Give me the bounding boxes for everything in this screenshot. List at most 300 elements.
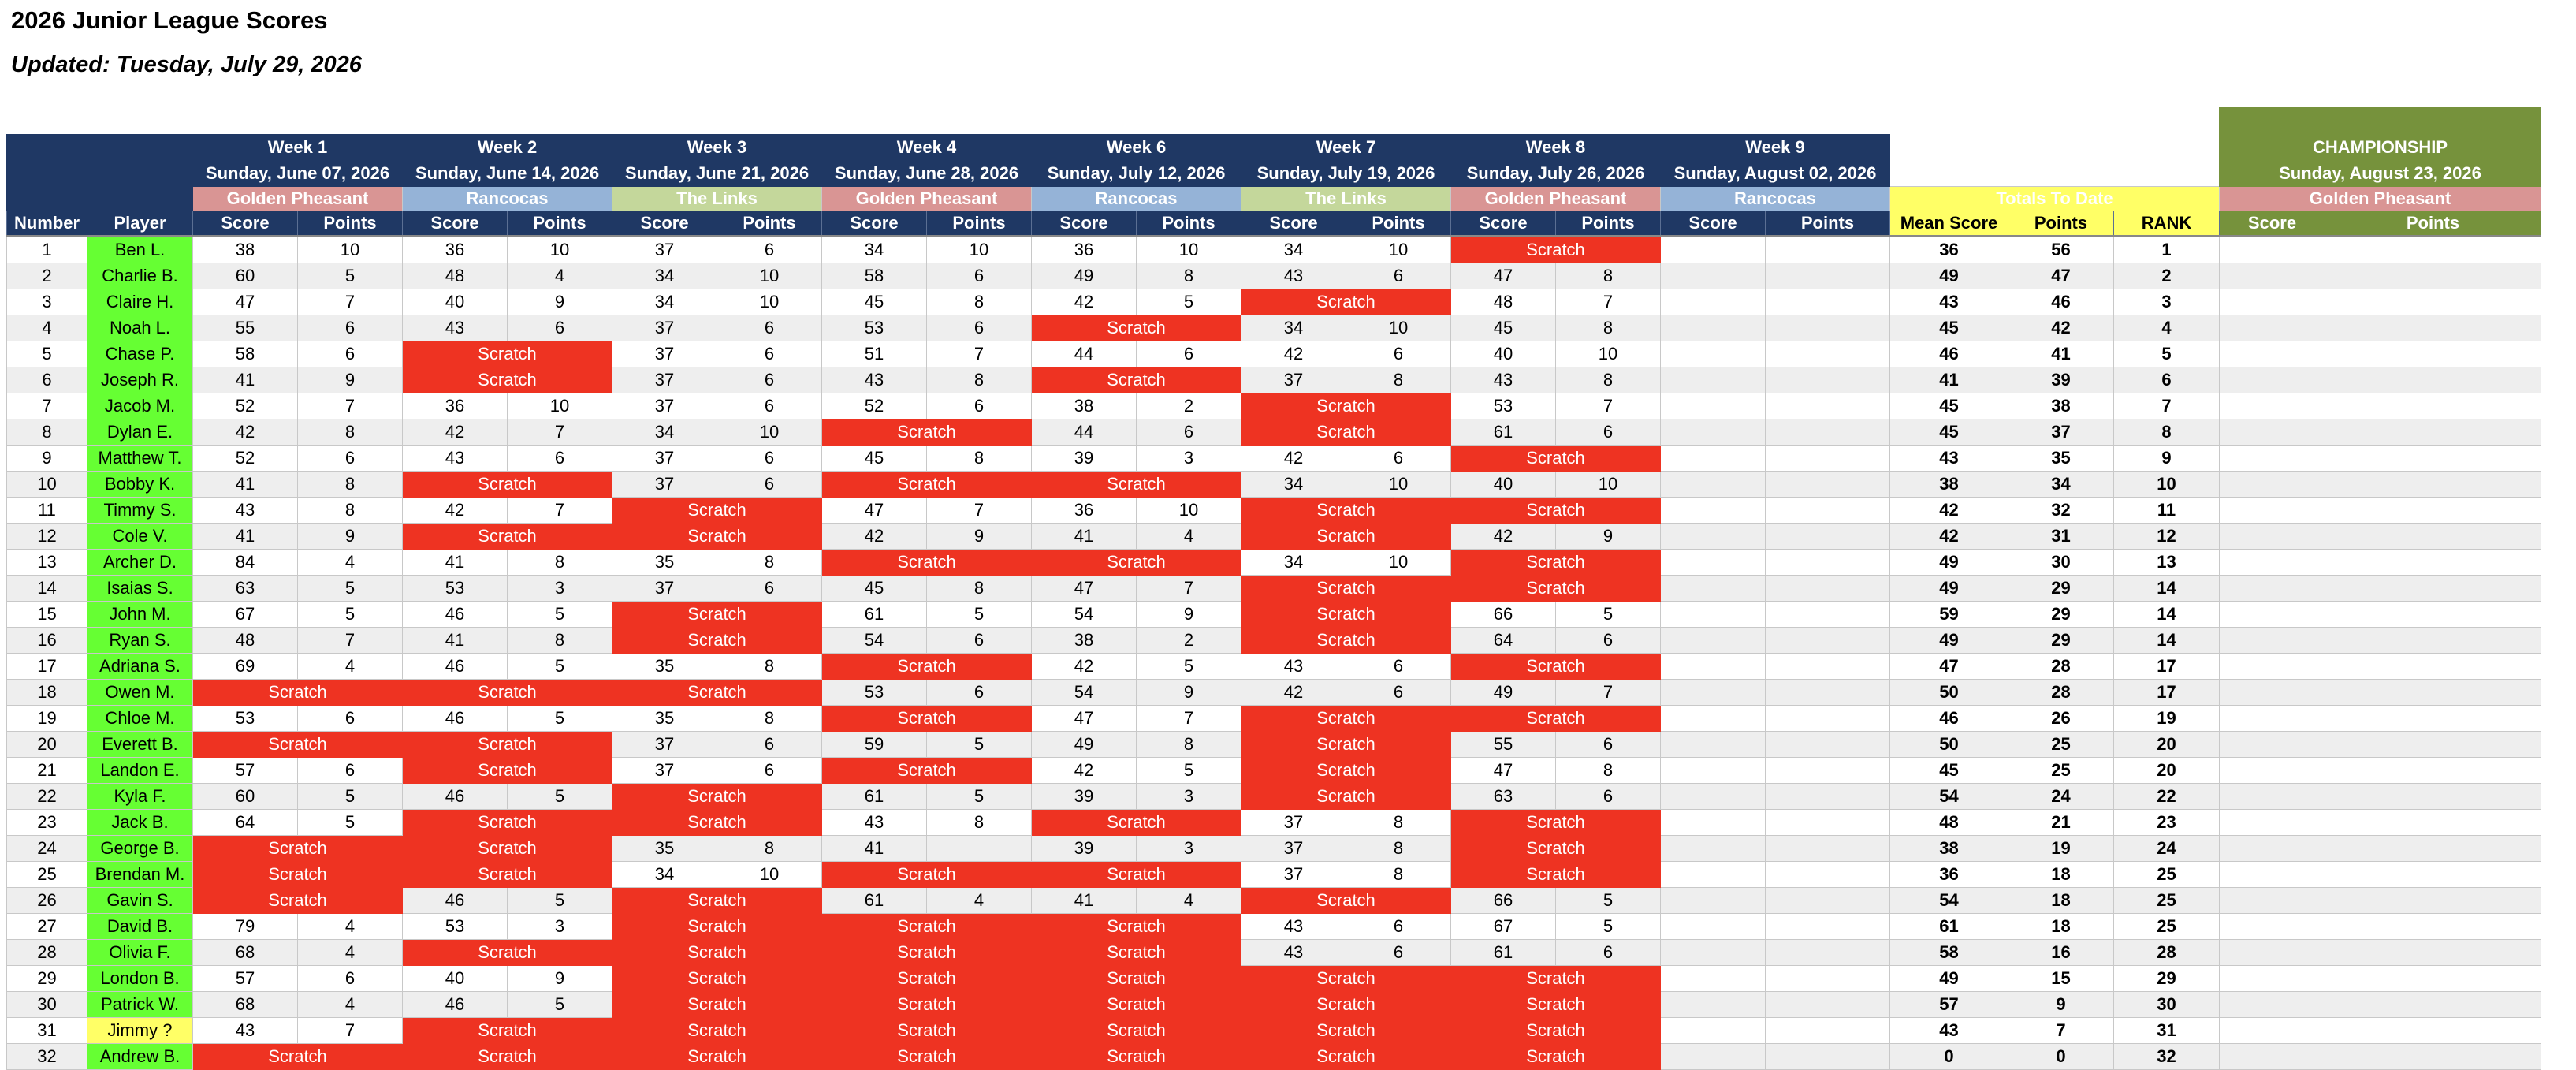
scratch-cell: Scratch — [1241, 498, 1451, 524]
col-points: Points — [1137, 211, 1241, 237]
points-cell: 5 — [1137, 758, 1241, 784]
points-cell: 10 — [1556, 472, 1661, 498]
points-cell: 5 — [508, 992, 612, 1018]
col-points: Points — [1766, 211, 1890, 237]
championship-date: Sunday, August 23, 2026 — [2220, 161, 2541, 187]
score-cell — [1661, 992, 1766, 1018]
col-score: Score — [822, 211, 927, 237]
points-cell: 8 — [298, 472, 403, 498]
points-cell: 3 — [1137, 784, 1241, 810]
total-points: 26 — [2008, 706, 2114, 732]
scratch-cell: Scratch — [822, 1044, 1032, 1070]
score-cell: 43 — [193, 1018, 298, 1044]
scratch-cell: Scratch — [193, 862, 403, 888]
points-cell: 10 — [1556, 341, 1661, 367]
scratch-cell: Scratch — [1032, 550, 1241, 576]
scratch-cell: Scratch — [612, 914, 822, 940]
score-cell: 54 — [1032, 680, 1137, 706]
score-cell — [1661, 419, 1766, 446]
col-score: Score — [1032, 211, 1137, 237]
score-cell: 45 — [822, 446, 927, 472]
points-cell — [1766, 862, 1890, 888]
player-number: 1 — [7, 237, 87, 263]
points-cell: 9 — [1137, 680, 1241, 706]
points-cell — [1766, 914, 1890, 940]
score-cell: 51 — [822, 341, 927, 367]
week-label: Week 2 — [403, 135, 612, 161]
champ-points-cell — [2325, 472, 2541, 498]
rank: 24 — [2114, 836, 2220, 862]
spacer — [7, 108, 193, 135]
score-cell: 37 — [612, 237, 717, 263]
player-name: Jack B. — [87, 810, 193, 836]
score-cell: 41 — [403, 628, 508, 654]
score-cell — [1661, 576, 1766, 602]
score-cell: 47 — [193, 289, 298, 315]
player-row — [7, 393, 2541, 419]
scratch-cell: Scratch — [612, 524, 822, 550]
points-cell: 8 — [1556, 367, 1661, 393]
score-cell — [1661, 550, 1766, 576]
course-label: Golden Pheasant — [822, 187, 1032, 211]
points-cell — [1766, 1018, 1890, 1044]
player-row — [7, 784, 2541, 810]
rank: 32 — [2114, 1044, 2220, 1070]
total-points: 42 — [2008, 315, 2114, 341]
score-cell — [1661, 628, 1766, 654]
player-row — [7, 1044, 2541, 1070]
scratch-cell: Scratch — [1241, 393, 1451, 419]
points-cell: 3 — [508, 914, 612, 940]
champ-points-cell — [2325, 393, 2541, 419]
mean-score: 49 — [1890, 263, 2008, 289]
champ-score-cell — [2220, 914, 2325, 940]
player-number: 27 — [7, 914, 87, 940]
player-row — [7, 810, 2541, 836]
rank: 30 — [2114, 992, 2220, 1018]
col-points: Points — [298, 211, 403, 237]
player-name: London B. — [87, 966, 193, 992]
score-cell: 40 — [403, 966, 508, 992]
score-cell: 67 — [1451, 914, 1556, 940]
player-number: 11 — [7, 498, 87, 524]
player-row — [7, 654, 2541, 680]
points-cell: 8 — [298, 419, 403, 446]
score-cell: 43 — [193, 498, 298, 524]
score-cell: 66 — [1451, 602, 1556, 628]
rank: 4 — [2114, 315, 2220, 341]
score-cell: 37 — [612, 367, 717, 393]
scratch-cell: Scratch — [612, 992, 822, 1018]
player-name: Dylan E. — [87, 419, 193, 446]
score-cell: 42 — [822, 524, 927, 550]
score-cell: 37 — [612, 472, 717, 498]
score-cell — [1661, 315, 1766, 341]
player-number: 8 — [7, 419, 87, 446]
points-cell: 5 — [298, 810, 403, 836]
scratch-cell: Scratch — [612, 628, 822, 654]
score-cell: 34 — [1241, 237, 1346, 263]
score-cell: 35 — [612, 706, 717, 732]
player-number: 3 — [7, 289, 87, 315]
player-name: Landon E. — [87, 758, 193, 784]
score-cell: 64 — [193, 810, 298, 836]
points-cell — [1766, 524, 1890, 550]
points-cell: 9 — [927, 524, 1032, 550]
champ-points-cell — [2325, 237, 2541, 263]
champ-score-cell — [2220, 836, 2325, 862]
score-cell: 52 — [193, 393, 298, 419]
points-cell: 6 — [298, 446, 403, 472]
player-row — [7, 576, 2541, 602]
score-cell — [1661, 393, 1766, 419]
scratch-cell: Scratch — [822, 550, 1032, 576]
score-cell: 43 — [403, 446, 508, 472]
score-cell: 48 — [193, 628, 298, 654]
mean-score: 43 — [1890, 1018, 2008, 1044]
points-cell: 6 — [1556, 628, 1661, 654]
score-cell: 54 — [1032, 602, 1137, 628]
score-cell: 48 — [1451, 289, 1556, 315]
header-corner — [7, 187, 193, 211]
mean-score: 45 — [1890, 315, 2008, 341]
points-cell: 5 — [1556, 914, 1661, 940]
champ-points-cell — [2325, 628, 2541, 654]
score-cell: 42 — [1032, 654, 1137, 680]
player-name: Gavin S. — [87, 888, 193, 914]
spacer — [193, 108, 1890, 135]
player-name: John M. — [87, 602, 193, 628]
points-cell — [1766, 758, 1890, 784]
points-cell: 9 — [1556, 524, 1661, 550]
points-cell: 5 — [927, 732, 1032, 758]
score-cell — [1661, 810, 1766, 836]
score-cell: 37 — [612, 576, 717, 602]
total-points: 46 — [2008, 289, 2114, 315]
points-cell — [927, 836, 1032, 862]
points-cell: 5 — [298, 602, 403, 628]
score-cell: 43 — [1241, 940, 1346, 966]
points-cell: 5 — [927, 784, 1032, 810]
mean-score: 57 — [1890, 992, 2008, 1018]
scratch-cell: Scratch — [612, 940, 822, 966]
score-cell: 67 — [193, 602, 298, 628]
mean-score: 38 — [1890, 836, 2008, 862]
points-cell: 6 — [298, 706, 403, 732]
scratch-cell: Scratch — [822, 992, 1032, 1018]
points-cell: 5 — [508, 602, 612, 628]
player-number: 21 — [7, 758, 87, 784]
score-cell: 43 — [822, 367, 927, 393]
points-cell — [1766, 341, 1890, 367]
score-cell: 58 — [193, 341, 298, 367]
score-cell — [1661, 966, 1766, 992]
scratch-cell: Scratch — [612, 784, 822, 810]
points-cell: 8 — [1346, 810, 1451, 836]
score-cell: 41 — [1032, 524, 1137, 550]
champ-score-cell — [2220, 862, 2325, 888]
player-number: 26 — [7, 888, 87, 914]
header-corner — [7, 135, 193, 161]
points-cell: 6 — [717, 393, 822, 419]
points-cell: 8 — [1137, 732, 1241, 758]
total-points: 41 — [2008, 341, 2114, 367]
champ-points-cell — [2325, 315, 2541, 341]
player-row — [7, 602, 2541, 628]
points-cell: 6 — [717, 732, 822, 758]
mean-score: 49 — [1890, 550, 2008, 576]
points-cell: 10 — [298, 237, 403, 263]
champ-points-cell — [2325, 862, 2541, 888]
champ-points-cell — [2325, 576, 2541, 602]
spacer — [1890, 108, 2220, 135]
score-cell — [1661, 1044, 1766, 1070]
player-name: Patrick W. — [87, 992, 193, 1018]
score-cell: 68 — [193, 940, 298, 966]
score-cell: 37 — [1241, 836, 1346, 862]
points-cell: 6 — [298, 315, 403, 341]
points-cell: 8 — [927, 367, 1032, 393]
total-points: 25 — [2008, 758, 2114, 784]
week-date: Sunday, August 02, 2026 — [1661, 161, 1890, 187]
score-cell: 52 — [822, 393, 927, 419]
score-cell: 79 — [193, 914, 298, 940]
scratch-cell: Scratch — [822, 862, 1032, 888]
points-cell: 6 — [1556, 419, 1661, 446]
score-cell: 59 — [822, 732, 927, 758]
scratch-cell: Scratch — [822, 654, 1032, 680]
points-cell: 5 — [508, 654, 612, 680]
points-cell: 6 — [927, 680, 1032, 706]
player-name: George B. — [87, 836, 193, 862]
champ-points-cell — [2325, 602, 2541, 628]
score-cell — [1661, 524, 1766, 550]
score-cell: 34 — [1241, 315, 1346, 341]
points-cell — [1766, 419, 1890, 446]
player-name: Jimmy ? — [87, 1018, 193, 1044]
col-points: Points — [1556, 211, 1661, 237]
points-cell: 8 — [298, 498, 403, 524]
champ-score-cell — [2220, 1018, 2325, 1044]
points-cell: 8 — [927, 446, 1032, 472]
scratch-cell: Scratch — [403, 836, 612, 862]
rank: 5 — [2114, 341, 2220, 367]
col-points: Points — [508, 211, 612, 237]
score-cell — [1661, 654, 1766, 680]
scratch-cell: Scratch — [1241, 419, 1451, 446]
scratch-cell: Scratch — [403, 341, 612, 367]
points-cell: 10 — [1346, 315, 1451, 341]
scratch-cell: Scratch — [1241, 1044, 1451, 1070]
player-number: 14 — [7, 576, 87, 602]
points-cell: 8 — [1556, 758, 1661, 784]
points-cell: 6 — [508, 446, 612, 472]
points-cell: 7 — [927, 498, 1032, 524]
score-cell: 46 — [403, 706, 508, 732]
points-cell: 10 — [508, 393, 612, 419]
scratch-cell: Scratch — [1451, 654, 1661, 680]
score-cell: 57 — [193, 758, 298, 784]
mean-score: 48 — [1890, 810, 2008, 836]
champ-score-cell — [2220, 237, 2325, 263]
rank: 22 — [2114, 784, 2220, 810]
points-cell: 7 — [1137, 706, 1241, 732]
points-cell: 10 — [717, 263, 822, 289]
score-cell: 42 — [403, 498, 508, 524]
rank: 14 — [2114, 576, 2220, 602]
points-cell — [1766, 732, 1890, 758]
score-cell: 48 — [403, 263, 508, 289]
rank: 10 — [2114, 472, 2220, 498]
score-cell: 34 — [612, 289, 717, 315]
score-cell: 41 — [193, 472, 298, 498]
player-row — [7, 315, 2541, 341]
score-cell: 53 — [822, 315, 927, 341]
player-number: 31 — [7, 1018, 87, 1044]
scratch-cell: Scratch — [822, 706, 1032, 732]
total-points: 31 — [2008, 524, 2114, 550]
mean-score: 38 — [1890, 472, 2008, 498]
score-cell — [1661, 498, 1766, 524]
total-points: 28 — [2008, 654, 2114, 680]
mean-score: 50 — [1890, 732, 2008, 758]
total-points: 16 — [2008, 940, 2114, 966]
total-points: 29 — [2008, 576, 2114, 602]
rank: 13 — [2114, 550, 2220, 576]
score-cell: 34 — [1241, 550, 1346, 576]
champ-points-cell — [2325, 706, 2541, 732]
points-cell: 7 — [1137, 576, 1241, 602]
score-cell — [1661, 289, 1766, 315]
col-score: Score — [612, 211, 717, 237]
scratch-cell: Scratch — [612, 888, 822, 914]
scratch-cell: Scratch — [1451, 576, 1661, 602]
score-cell: 37 — [612, 732, 717, 758]
total-points: 25 — [2008, 732, 2114, 758]
points-cell: 6 — [1346, 940, 1451, 966]
points-cell: 10 — [927, 237, 1032, 263]
scratch-cell: Scratch — [1032, 862, 1241, 888]
total-points: 21 — [2008, 810, 2114, 836]
player-row — [7, 472, 2541, 498]
score-cell: 55 — [193, 315, 298, 341]
week-label: Week 6 — [1032, 135, 1241, 161]
player-row — [7, 524, 2541, 550]
totals-label: Totals To Date — [1890, 187, 2220, 211]
mean-score: 59 — [1890, 602, 2008, 628]
score-cell — [1661, 758, 1766, 784]
scratch-cell: Scratch — [612, 1044, 822, 1070]
player-row — [7, 628, 2541, 654]
mean-score: 45 — [1890, 393, 2008, 419]
course-label: Rancocas — [1661, 187, 1890, 211]
player-number: 29 — [7, 966, 87, 992]
points-cell: 9 — [508, 289, 612, 315]
score-cell: 61 — [822, 888, 927, 914]
score-cell: 41 — [403, 550, 508, 576]
score-cell: 46 — [403, 654, 508, 680]
mean-score: 58 — [1890, 940, 2008, 966]
score-cell: 46 — [403, 888, 508, 914]
score-cell: 43 — [1241, 263, 1346, 289]
scratch-cell: Scratch — [1241, 758, 1451, 784]
score-cell: 39 — [1032, 446, 1137, 472]
points-cell: 6 — [717, 576, 822, 602]
points-cell: 6 — [927, 315, 1032, 341]
scratch-cell: Scratch — [822, 1018, 1032, 1044]
points-cell: 8 — [1556, 263, 1661, 289]
total-points: 15 — [2008, 966, 2114, 992]
score-cell: 53 — [1451, 393, 1556, 419]
score-cell: 42 — [1032, 758, 1137, 784]
scratch-cell: Scratch — [612, 602, 822, 628]
player-name: Charlie B. — [87, 263, 193, 289]
points-cell: 2 — [1137, 628, 1241, 654]
score-cell: 46 — [403, 602, 508, 628]
scores-table — [6, 107, 2541, 1070]
col-score: Score — [1451, 211, 1556, 237]
scratch-cell: Scratch — [1032, 992, 1241, 1018]
player-row — [7, 680, 2541, 706]
player-row — [7, 446, 2541, 472]
points-cell: 5 — [508, 784, 612, 810]
points-cell — [1766, 888, 1890, 914]
total-points: 9 — [2008, 992, 2114, 1018]
points-cell — [1766, 393, 1890, 419]
points-cell: 5 — [1137, 289, 1241, 315]
champ-points-cell — [2325, 914, 2541, 940]
score-cell: 55 — [1451, 732, 1556, 758]
scratch-cell: Scratch — [1451, 810, 1661, 836]
scratch-cell: Scratch — [403, 680, 612, 706]
score-cell: 63 — [1451, 784, 1556, 810]
rank: 14 — [2114, 628, 2220, 654]
score-cell: 36 — [1032, 498, 1137, 524]
points-cell: 3 — [1137, 836, 1241, 862]
champ-points-cell — [2325, 784, 2541, 810]
score-cell — [1661, 888, 1766, 914]
points-cell: 4 — [298, 992, 403, 1018]
points-cell: 10 — [508, 237, 612, 263]
scratch-cell: Scratch — [612, 810, 822, 836]
mean-score: 43 — [1890, 289, 2008, 315]
points-cell — [1766, 836, 1890, 862]
score-cell: 41 — [193, 524, 298, 550]
scratch-cell: Scratch — [1241, 602, 1451, 628]
points-cell: 4 — [298, 914, 403, 940]
scratch-cell: Scratch — [1241, 732, 1451, 758]
score-cell — [1661, 732, 1766, 758]
player-number: 20 — [7, 732, 87, 758]
rank: 3 — [2114, 289, 2220, 315]
score-cell: 49 — [1451, 680, 1556, 706]
score-cell: 66 — [1451, 888, 1556, 914]
player-row — [7, 966, 2541, 992]
col-player: Player — [87, 211, 193, 237]
player-name: Cole V. — [87, 524, 193, 550]
score-cell: 61 — [822, 784, 927, 810]
points-cell — [1766, 576, 1890, 602]
points-cell: 8 — [1346, 862, 1451, 888]
points-cell: 9 — [1137, 602, 1241, 628]
points-cell — [1766, 602, 1890, 628]
score-cell: 61 — [1451, 419, 1556, 446]
player-row — [7, 888, 2541, 914]
champ-points-cell — [2325, 758, 2541, 784]
champ-score-cell — [2220, 446, 2325, 472]
score-cell — [1661, 237, 1766, 263]
score-cell: 42 — [193, 419, 298, 446]
